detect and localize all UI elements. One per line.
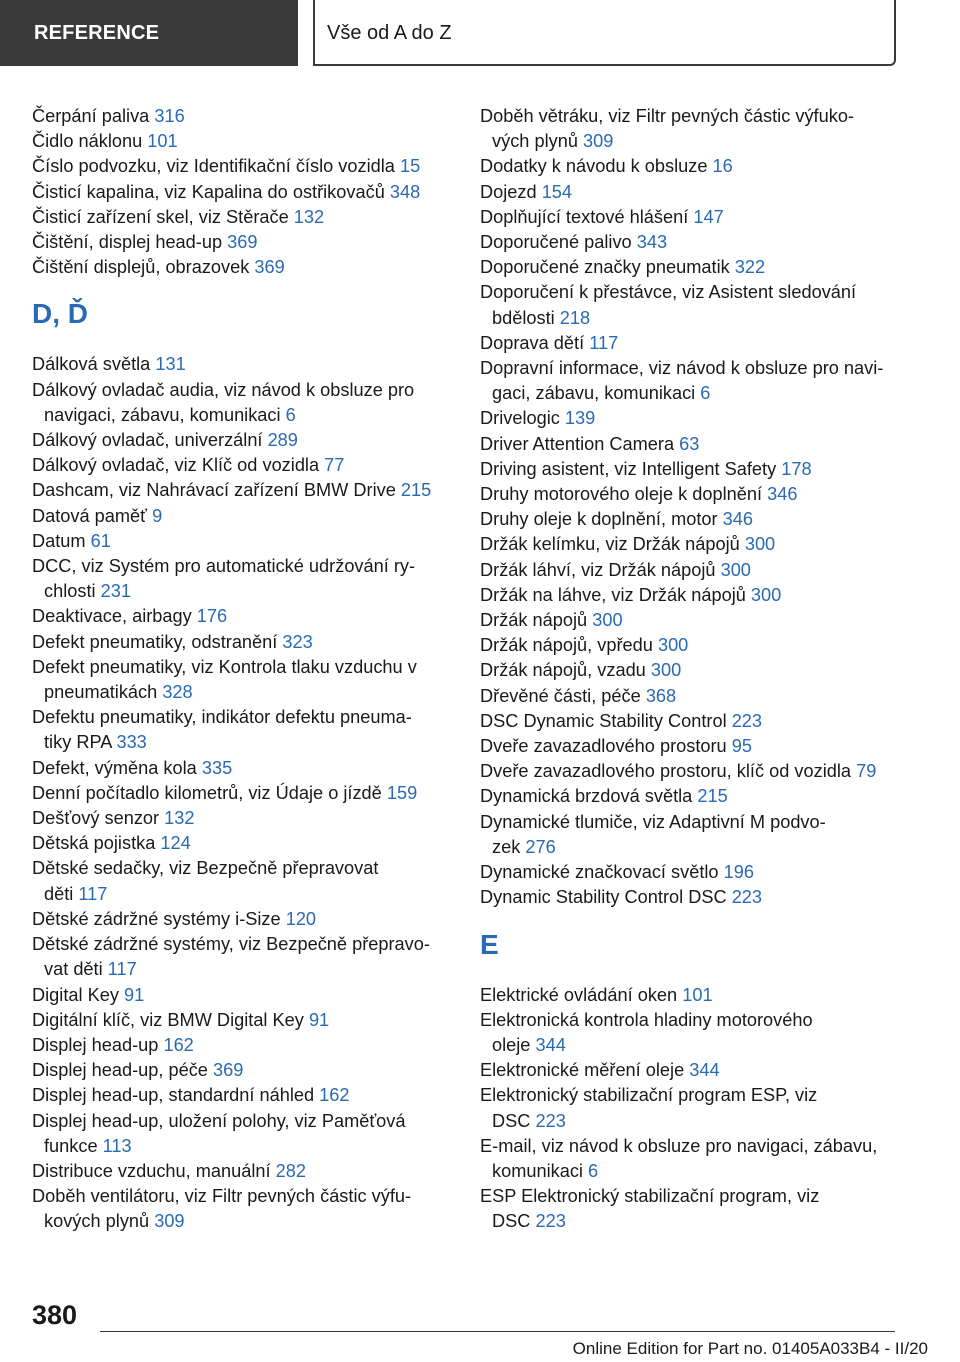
- page-reference-link[interactable]: 91: [124, 984, 145, 1005]
- index-term: tiky RPA: [44, 732, 112, 753]
- index-entry: [480, 1184, 930, 1234]
- index-term: Držák nápojů: [480, 610, 588, 631]
- index-entry: [32, 856, 462, 906]
- page-reference-link[interactable]: 159: [386, 782, 418, 803]
- index-entry: [32, 907, 462, 932]
- index-entry: [32, 554, 462, 604]
- index-term: Čištění, displej head-up: [32, 232, 223, 253]
- index-term: Driver Attention Camera: [480, 433, 675, 454]
- page-reference-link[interactable]: 16: [712, 156, 733, 177]
- index-term: DSC Dynamic Stability Control: [480, 710, 727, 731]
- index-entry: [480, 230, 930, 255]
- index-entry: [32, 230, 462, 255]
- page-reference-link[interactable]: 231: [100, 581, 131, 602]
- index-term: Dešťový senzor: [32, 808, 160, 829]
- index-entry: [32, 1159, 462, 1184]
- index-term: Držák na láhve, viz Držák nápojů: [480, 584, 746, 605]
- index-entry: [32, 104, 462, 129]
- page-reference-link[interactable]: 117: [589, 332, 619, 353]
- index-term: Dynamické tlumiče, viz Adaptivní M podvo-: [480, 811, 826, 832]
- index-entry: [32, 705, 462, 755]
- index-term: Defekt pneumatiky, odstranění: [32, 631, 278, 652]
- index-entry: [480, 1134, 930, 1184]
- index-entry: [32, 604, 462, 629]
- index-entry: [32, 154, 462, 179]
- index-entry: [480, 709, 930, 734]
- page-reference-link[interactable]: 117: [107, 959, 137, 980]
- index-term: Elektronické měření oleje: [480, 1060, 685, 1081]
- page-reference-link[interactable]: 131: [155, 354, 186, 375]
- index-entry: [480, 583, 930, 608]
- index-term: Druhy motorového oleje k doplnění: [480, 484, 763, 505]
- page-reference-link[interactable]: 346: [722, 509, 753, 530]
- index-term: Dopravní informace, viz návod k obsluze pro navi-: [480, 358, 884, 379]
- index-term: Dálkový ovladač, univerzální: [32, 430, 263, 451]
- index-term: funkce: [44, 1135, 98, 1156]
- page-reference-link[interactable]: 77: [324, 455, 345, 476]
- page-reference-link[interactable]: 101: [147, 131, 178, 152]
- index-entry: [480, 532, 930, 557]
- index-term: DSC: [492, 1211, 531, 1232]
- index-term: DSC: [492, 1110, 531, 1131]
- index-term: Dveře zavazadlového prostoru, klíč od vozidla: [480, 761, 852, 782]
- index-term: navigaci, zábavu, komunikaci: [44, 404, 281, 425]
- index-term: Čisticí zařízení skel, viz Stěrače: [32, 206, 289, 227]
- header-title: Vše od A do Z: [313, 0, 896, 66]
- page-reference-link[interactable]: 6: [588, 1160, 599, 1181]
- page-reference-link[interactable]: 196: [723, 862, 754, 883]
- page-reference-link[interactable]: 369: [227, 232, 258, 253]
- index-term: Digital Key: [32, 984, 119, 1005]
- index-term: Elektronická kontrola hladiny motorového: [480, 1009, 813, 1030]
- index-term: Displej head-up, standardní náhled: [32, 1085, 315, 1106]
- index-entry: [32, 806, 462, 831]
- page-reference-link[interactable]: 300: [657, 635, 689, 656]
- page-header: [0, 0, 960, 66]
- index-term: Dveře zavazadlového prostoru: [480, 736, 727, 757]
- index-term: Čerpání paliva: [32, 106, 150, 126]
- index-term: Držák nápojů, vpředu: [480, 635, 653, 656]
- page-reference-link[interactable]: 95: [731, 736, 752, 757]
- index-term: kových plynů: [44, 1211, 150, 1232]
- index-term: Doběh větráku, viz Filtr pevných částic výfuko-: [480, 106, 854, 126]
- page-reference-link[interactable]: 154: [541, 181, 573, 202]
- page-number: 380: [32, 1300, 78, 1330]
- index-term: Elektrické ovládání oken: [480, 984, 678, 1005]
- page-reference-link[interactable]: 132: [164, 808, 195, 829]
- index-term: Dojezd: [480, 181, 537, 202]
- index-term: Driving asistent, viz Intelligent Safety: [480, 458, 777, 479]
- index-term: Dálkový ovladač, viz Klíč od vozidla: [32, 455, 320, 476]
- page-reference-link[interactable]: 176: [196, 606, 228, 627]
- page-reference-link[interactable]: 309: [583, 131, 614, 152]
- index-term: Držák kelímku, viz Držák nápojů: [480, 534, 740, 555]
- index-term: Displej head-up, uložení polohy, viz Paměťová: [32, 1110, 406, 1131]
- page-reference-link[interactable]: 322: [734, 257, 766, 278]
- page-reference-link[interactable]: 289: [267, 430, 298, 451]
- index-term: Defektu pneumatiky, indikátor defektu pneuma-: [32, 707, 412, 728]
- index-term: Dashcam, viz Nahrávací zařízení BMW Drive: [32, 480, 396, 501]
- page-reference-link[interactable]: 346: [767, 484, 798, 505]
- index-term: děti: [44, 883, 74, 904]
- index-term: Doporučené značky pneumatik: [480, 257, 730, 278]
- index-entry: [32, 352, 462, 377]
- index-entry: [480, 633, 930, 658]
- page-reference-link[interactable]: 223: [535, 1211, 566, 1232]
- index-entry: [32, 781, 462, 806]
- index-entry: [480, 356, 930, 406]
- index-entry: [32, 1083, 462, 1108]
- index-entry: [480, 658, 930, 683]
- index-term: Dynamická brzdová světla: [480, 786, 693, 807]
- index-term: Čištění displejů, obrazovek: [32, 257, 250, 278]
- index-term: Držák láhví, viz Držák nápojů: [480, 559, 716, 580]
- index-term: Dálkový ovladač audia, viz návod k obsluze pro: [32, 379, 415, 400]
- index-entry: [480, 507, 930, 532]
- page-reference-link[interactable]: 132: [293, 206, 325, 227]
- index-column-left: [32, 104, 462, 1235]
- page-reference-link[interactable]: 328: [162, 682, 193, 703]
- page-reference-link[interactable]: 147: [693, 206, 724, 227]
- page-reference-link[interactable]: 223: [535, 1110, 566, 1131]
- index-entry: [32, 630, 462, 655]
- page-reference-link[interactable]: 79: [856, 761, 877, 782]
- index-entry: [32, 529, 462, 554]
- index-term: Dětské zádržné systémy i-Size: [32, 908, 281, 929]
- page-reference-link[interactable]: 218: [559, 307, 591, 328]
- page-reference-link[interactable]: 101: [682, 984, 713, 1005]
- page-reference-link[interactable]: 335: [201, 757, 233, 778]
- index-term: Dynamic Stability Control DSC: [480, 887, 727, 908]
- index-entry: [480, 280, 930, 330]
- index-term: Distribuce vzduchu, manuální: [32, 1160, 271, 1181]
- page-reference-link[interactable]: 309: [154, 1211, 185, 1232]
- page-reference-link[interactable]: 117: [78, 883, 108, 904]
- index-entry: [32, 378, 462, 428]
- index-term: Displej head-up: [32, 1034, 159, 1055]
- index-term: Držák nápojů, vzadu: [480, 660, 646, 681]
- index-term: Doprava dětí: [480, 332, 585, 353]
- index-term: vat děti: [44, 959, 103, 980]
- index-term: Čidlo náklonu: [32, 131, 143, 152]
- index-term: Dětské zádržné systémy, viz Bezpečně přepravo-: [32, 934, 430, 955]
- index-entry: [480, 1008, 930, 1058]
- index-entry: [480, 1083, 930, 1133]
- page-reference-link[interactable]: 6: [285, 404, 296, 425]
- index-entry: [32, 428, 462, 453]
- index-entry: [480, 983, 930, 1008]
- page-reference-link[interactable]: 113: [102, 1135, 132, 1156]
- index-entry: [480, 331, 930, 356]
- section-heading: D, Ď: [32, 298, 88, 330]
- page-reference-link[interactable]: 91: [308, 1009, 330, 1030]
- index-entry: [480, 860, 930, 885]
- section-heading: E: [480, 928, 499, 960]
- index-entry: [32, 831, 462, 856]
- page-reference-link[interactable]: 300: [592, 610, 623, 631]
- index-term: Dynamické značkovací světlo: [480, 862, 719, 883]
- page-reference-link[interactable]: 61: [90, 530, 111, 551]
- index-term: Dálková světla: [32, 354, 151, 375]
- index-term: Číslo podvozku, viz Identifikační číslo vozidla: [32, 156, 395, 177]
- page-reference-link[interactable]: 323: [282, 631, 313, 652]
- index-term: Druhy oleje k doplnění, motor: [480, 509, 718, 530]
- page-reference-link[interactable]: 343: [636, 232, 668, 253]
- index-entry: [480, 810, 930, 860]
- page-reference-link[interactable]: 139: [564, 408, 596, 429]
- index-entry: [32, 1109, 462, 1159]
- page-reference-link[interactable]: 6: [700, 383, 711, 404]
- index-term: Displej head-up, péče: [32, 1060, 208, 1081]
- index-term: bdělosti: [492, 307, 555, 328]
- page-reference-link[interactable]: 316: [154, 106, 185, 126]
- index-term: Čisticí kapalina, viz Kapalina do ostřikovačů: [32, 181, 385, 202]
- index-term: Digitální klíč, viz BMW Digital Key: [32, 1009, 304, 1030]
- page-reference-link[interactable]: 223: [731, 887, 763, 908]
- index-term: Doporučení k přestávce, viz Asistent sledování: [480, 282, 857, 303]
- page-reference-link[interactable]: 344: [689, 1060, 720, 1081]
- footer-divider: [100, 1331, 895, 1332]
- page-reference-link[interactable]: 369: [254, 257, 285, 278]
- page-reference-link[interactable]: 223: [731, 710, 763, 731]
- index-entry: [32, 756, 462, 781]
- index-entry: [32, 1058, 462, 1083]
- index-entry: [480, 482, 930, 507]
- index-term: Elektronický stabilizační program ESP, viz: [480, 1085, 818, 1106]
- index-term: Doporučené palivo: [480, 232, 632, 253]
- page-reference-link[interactable]: 9: [152, 505, 163, 526]
- index-term: DCC, viz Systém pro automatické udržování ry-: [32, 556, 416, 577]
- index-term: chlosti: [44, 581, 96, 602]
- page-reference-link[interactable]: 300: [750, 584, 782, 605]
- index-entry: [32, 504, 462, 529]
- page-reference-link[interactable]: 124: [160, 833, 191, 854]
- index-term: zek: [492, 836, 521, 857]
- index-entry: [32, 478, 462, 503]
- index-term: oleje: [492, 1034, 531, 1055]
- index-term: Defekt, výměna kola: [32, 757, 197, 778]
- index-entry: [480, 432, 930, 457]
- page-reference-link[interactable]: 369: [213, 1060, 244, 1081]
- index-term: E-mail, viz návod k obsluze pro navigaci, zábavu,: [480, 1135, 878, 1156]
- index-entry: [32, 1033, 462, 1058]
- index-term: Dětské sedačky, viz Bezpečně přepravovat: [32, 858, 379, 879]
- index-entry: [480, 558, 930, 583]
- page-reference-link[interactable]: 120: [285, 908, 317, 929]
- index-term: Dodatky k návodu k obsluze: [480, 156, 708, 177]
- index-entry: [480, 180, 930, 205]
- page-reference-link[interactable]: 333: [116, 732, 147, 753]
- index-entry: [32, 180, 462, 205]
- page-reference-link[interactable]: 300: [744, 534, 776, 555]
- index-entry: [480, 684, 930, 709]
- index-entry: [480, 154, 930, 179]
- page-reference-link[interactable]: 368: [645, 685, 677, 706]
- index-term: ESP Elektronický stabilizační program, viz: [480, 1186, 820, 1207]
- page-reference-link[interactable]: 276: [525, 836, 556, 857]
- page-reference-link[interactable]: 178: [781, 458, 812, 479]
- footer-edition: Online Edition for Part no. 01405A033B4 - II/20: [572, 1339, 928, 1358]
- page-reference-link[interactable]: 215: [697, 786, 728, 807]
- page-reference-link[interactable]: 215: [400, 480, 432, 501]
- index-term: pneumatikách: [44, 682, 158, 703]
- page-reference-link[interactable]: 344: [535, 1034, 566, 1055]
- page-reference-link[interactable]: 63: [679, 433, 700, 454]
- index-column-right: [480, 104, 930, 1235]
- index-entry: [480, 1058, 930, 1083]
- index-entry: [32, 205, 462, 230]
- page-reference-link[interactable]: 15: [399, 156, 421, 177]
- index-entry: [32, 983, 462, 1008]
- index-entry: [480, 784, 930, 809]
- index-term: gaci, zábavu, komunikaci: [492, 383, 696, 404]
- index-term: Datum: [32, 530, 86, 551]
- page-reference-link[interactable]: 300: [720, 559, 751, 580]
- index-entry: [32, 453, 462, 478]
- index-term: Deaktivace, airbagy: [32, 606, 192, 627]
- index-entry: [480, 457, 930, 482]
- index-entry: [32, 1184, 462, 1234]
- index-term: Dětská pojistka: [32, 833, 156, 854]
- index-entry: [480, 255, 930, 280]
- page-reference-link[interactable]: 300: [650, 660, 682, 681]
- index-entry: [480, 205, 930, 230]
- page-reference-link[interactable]: 282: [275, 1160, 306, 1181]
- index-entry: [32, 655, 462, 705]
- index-entry: [32, 129, 462, 154]
- index-entry: [480, 608, 930, 633]
- index-term: Dřevěné části, péče: [480, 685, 641, 706]
- header-section-label: REFERENCE: [0, 0, 298, 66]
- index-entry: [32, 1008, 462, 1033]
- index-term: Doběh ventilátoru, viz Filtr pevných částic výfu-: [32, 1186, 412, 1207]
- index-term: Defekt pneumatiky, viz Kontrola tlaku vzduchu v: [32, 656, 417, 677]
- index-term: Drivelogic: [480, 408, 560, 429]
- page-reference-link[interactable]: 348: [389, 181, 421, 202]
- index-term: Doplňující textové hlášení: [480, 206, 689, 227]
- page-reference-link[interactable]: 162: [163, 1034, 194, 1055]
- index-term: Denní počítadlo kilometrů, viz Údaje o jízdě: [32, 782, 382, 803]
- index-term: komunikaci: [492, 1160, 583, 1181]
- index-entry: [480, 759, 930, 784]
- index-term: vých plynů: [492, 131, 578, 152]
- index-term: Datová paměť: [32, 505, 147, 526]
- index-entry: [480, 734, 930, 759]
- index-entry: [480, 104, 930, 154]
- index-entry: [32, 932, 462, 982]
- index-entry: [480, 885, 930, 910]
- index-entry: [32, 255, 462, 280]
- index-entry: [480, 406, 930, 431]
- page-reference-link[interactable]: 162: [319, 1085, 350, 1106]
